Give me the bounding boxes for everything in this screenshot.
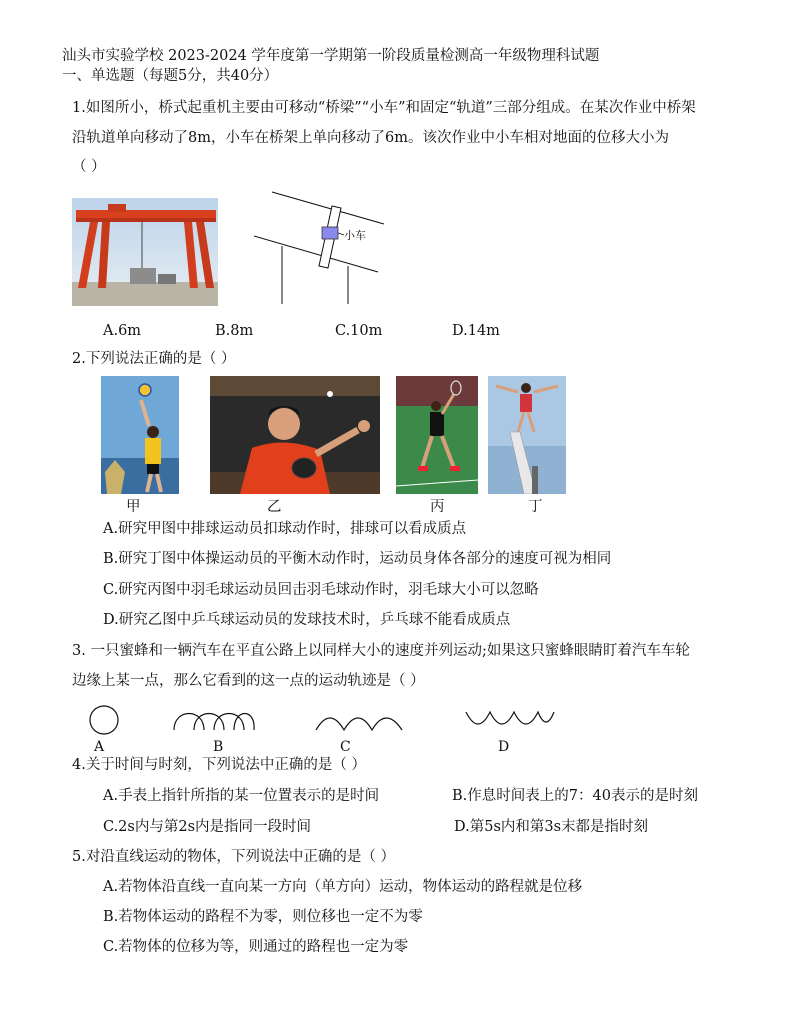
balance-beam-photo: [488, 376, 566, 494]
q3-text-line2: 边缘上某一点，那么它看到的这一点的运动轨迹是（ ）: [72, 673, 425, 689]
trajectory-options-diagram: [86, 704, 566, 738]
q2-option-c: C.研究丙图中羽毛球运动员回击羽毛球动作时，羽毛球大小可以忽略: [103, 582, 539, 598]
q3-text-line1: 3. 一只蜜蜂和一辆汽车在平直公路上以同样大小的速度并列运动;如果这只蜜蜂眼睛盯着汽车车轮: [72, 643, 690, 659]
section-heading: 一、单选题（每题5分，共40分）: [62, 68, 279, 84]
q2-option-a: A.研究甲图中排球运动员扣球动作时，排球可以看成质点: [103, 521, 467, 537]
q1-text-line3: （ ）: [72, 159, 106, 175]
caption-yi: 乙: [267, 499, 282, 515]
cart-label: 小车: [344, 229, 366, 242]
crane-photo: [72, 198, 218, 306]
q4-option-b: B.作息时间表上的7：40表示的是时刻: [452, 788, 698, 804]
bridge-crane-diagram: [250, 190, 392, 308]
caption-bing: 丙: [430, 499, 445, 515]
q1-text-line1: 1.如图所小，桥式起重机主要由可移动“桥梁”“小车”和固定“轨道”三部分组成。在某次作业中桥架: [72, 100, 696, 116]
q4-option-c: C.2s内与第2s内是指同一段时间: [103, 819, 312, 835]
q4-option-a: A.手表上指针所指的某一位置表示的是时间: [103, 788, 380, 804]
q2-stem: 2.下列说法正确的是（ ）: [72, 351, 236, 367]
q2-option-d: D.研究乙图中乒乓球运动员的发球技术时，乒乓球不能看成质点: [103, 612, 511, 628]
q1-option-c: C.10m: [335, 323, 383, 339]
q1-option-d: D.14m: [452, 323, 500, 339]
q4-option-d: D.第5s内和第3s末都是指时刻: [454, 819, 649, 835]
q3-label-a: A: [94, 739, 105, 755]
q1-option-b: B.8m: [215, 323, 254, 339]
q3-label-c: C: [340, 739, 351, 755]
q4-stem: 4.关于时间与时刻，下列说法中正确的是（ ）: [72, 757, 366, 773]
q5-option-b: B.若物体运动的路程不为零，则位移也一定不为零: [103, 909, 423, 925]
q3-label-d: D: [498, 739, 510, 755]
caption-jia: 甲: [126, 499, 141, 515]
q3-label-b: B: [213, 739, 224, 755]
caption-ding: 丁: [528, 499, 543, 515]
q5-option-a: A.若物体沿直线一直向某一方向（单方向）运动，物体运动的路程就是位移: [103, 879, 583, 895]
page-title: 汕头市实验学校 2023-2024 学年度第一学期第一阶段质量检测高一年级物理科试题: [62, 48, 600, 64]
badminton-photo: [396, 376, 478, 494]
q5-option-c: C.若物体的位移为等，则通过的路程也一定为零: [103, 939, 409, 955]
table-tennis-photo: [210, 376, 380, 494]
volleyball-photo: [101, 376, 179, 494]
q2-option-b: B.研究丁图中体操运动员的平衡木动作时，运动员身体各部分的速度可视为相同: [103, 551, 612, 567]
q1-text-line2: 沿轨道单向移动了8m，小车在桥架上单向移动了6m。该次作业中小车相对地面的位移大小为: [72, 130, 669, 146]
q1-option-a: A.6m: [103, 323, 142, 339]
q5-stem: 5.对沿直线运动的物体，下列说法中正确的是（ ）: [72, 849, 395, 865]
